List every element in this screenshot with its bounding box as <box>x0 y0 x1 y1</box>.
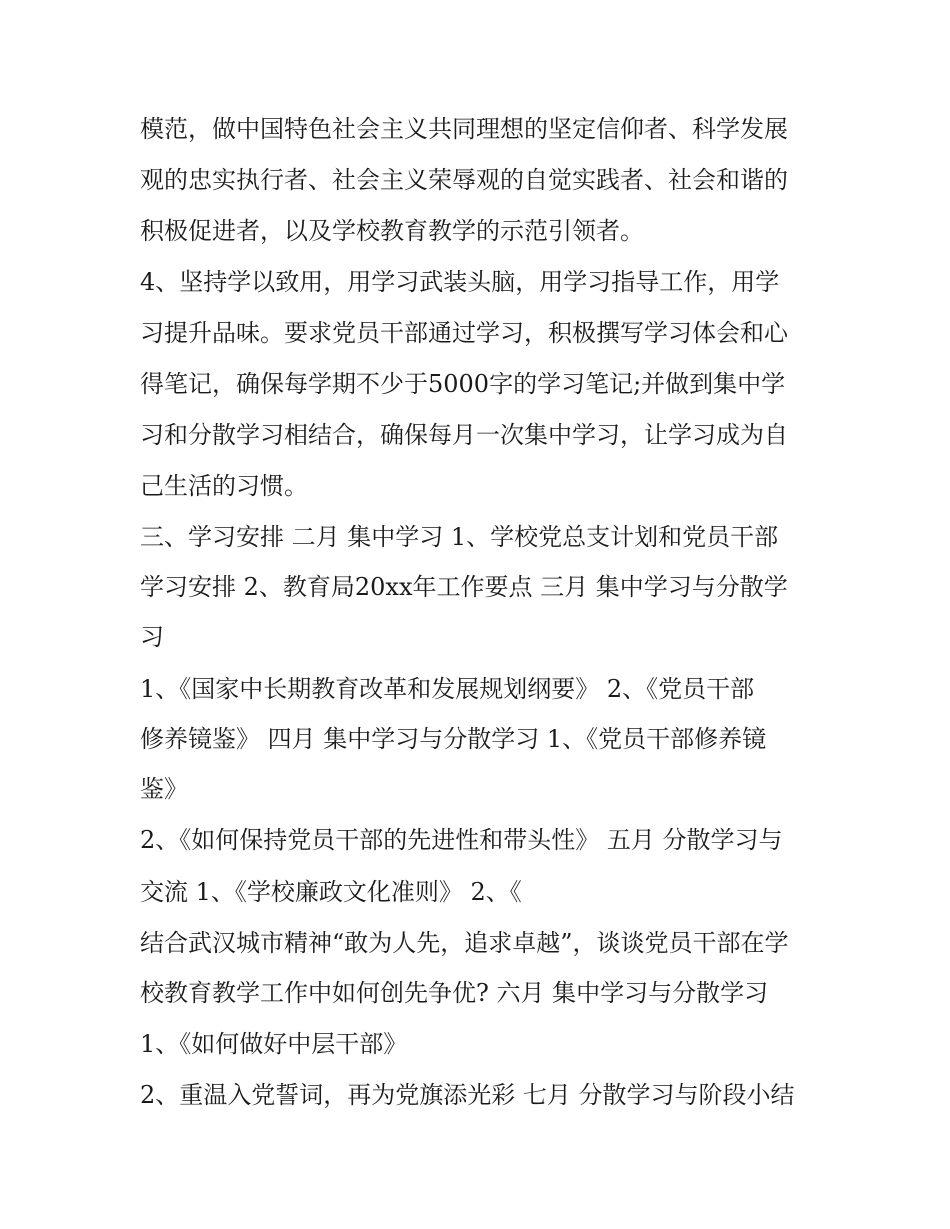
text-line-2: 观的忠实执行者、社会主义荣辱观的自觉实践者、社会和谐的 <box>140 166 788 194</box>
text-line-7: 习和分散学习相结合，确保每月一次集中学习，让学习成为自 <box>140 421 788 449</box>
text-line-4: 4、坚持学以致用，用学习武装头脑，用学习指导工作，用学 <box>140 268 780 296</box>
text-line-6: 得笔记，确保每学期不少于5000字的学习笔记;并做到集中学 <box>140 370 786 398</box>
text-line-12: 1、《国家中长期教育改革和发展规划纲要》 2、《党员干部 <box>140 675 755 703</box>
text-line-13: 修养镜鉴》 四月 集中学习与分散学习 1、《党员干部修养镜 <box>140 725 767 753</box>
text-line-20: 2、重温入党誓词，再为党旗添光彩 七月 分散学习与阶段小结 <box>140 1081 795 1109</box>
text-line-11: 习 <box>140 623 164 651</box>
text-line-3: 积极促进者，以及学校教育教学的示范引领者。 <box>140 217 644 245</box>
text-line-16: 交流 1、《学校廉政文化准则》 2、《 <box>140 878 522 906</box>
text-line-18: 校教育教学工作中如何创先争优? 六月 集中学习与分散学习 <box>140 979 769 1007</box>
text-line-5: 习提升品味。要求党员干部通过学习，积极撰写学习体会和心 <box>140 319 788 347</box>
text-line-9: 三、学习安排 二月 集中学习 1、学校党总支计划和党员干部 <box>140 523 779 551</box>
text-line-14: 鉴》 <box>140 775 188 803</box>
text-line-17: 结合武汉城市精神“敢为人先，追求卓越”，谈谈党员干部在学 <box>140 929 789 957</box>
text-line-19: 1、《如何做好中层干部》 <box>140 1030 408 1058</box>
text-line-1: 模范，做中国特色社会主义共同理想的坚定信仰者、科学发展 <box>140 115 788 143</box>
text-line-15: 2、《如何保持党员干部的先进性和带头性》 五月 分散学习与 <box>140 826 783 854</box>
text-line-8: 己生活的习惯。 <box>140 472 308 500</box>
text-line-10: 学习安排 2、教育局20xx年工作要点 三月 集中学习与分散学 <box>140 573 788 601</box>
